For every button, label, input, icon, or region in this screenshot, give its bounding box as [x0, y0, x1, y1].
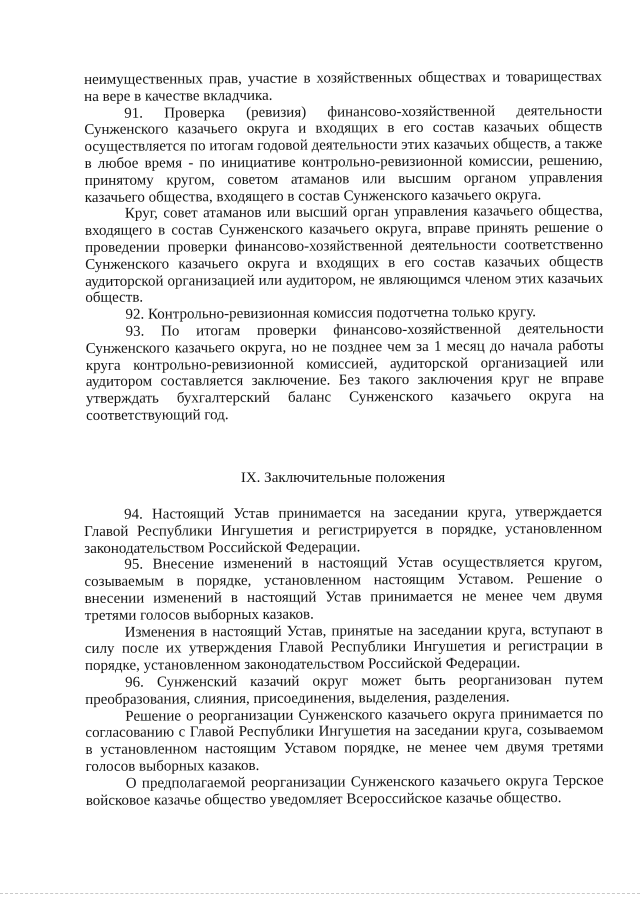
top-text-block — [84, 69, 604, 425]
paragraph-91: 91. Проверка (ревизия) финансово-хозяйственной деятельности Сунженского казачьего округа и входящих в его состав казачьих обществ осуществляется по итогам годовой деятельности этих казачьих обществ, а также в любое время - по инициативе контрольно-ревизионной комиссии, решению, принятому кругом, советом атаманов или высшим органом управления казачьего общества, входящего в состав Сунженского казачьего округа. — [84, 102, 603, 206]
paragraph-94: 94. Настоящий Устав принимается на заседании круга, утверждается Главой Республики Ингушетия и регистрируется в порядке, установленном законодательством Российской Федерации. — [84, 503, 603, 557]
scan-edge-divider — [0, 893, 640, 894]
paragraph-continuation: неимущественных прав, участие в хозяйственных обществах и товариществах на вере в качестве вкладчика. — [84, 68, 603, 105]
paragraph-audit-decision: Круг, совет атаманов или высший орган управления казачьего общества, входящего в состав Сунженского казачьего округа, вправе принять решение о проведении проверки финансово-хозяйственной деятельности соответственно Сунженского казачьего округа и входящих в его состав казачьих обществ аудиторской организацией или аудитором, не являющимся членом этих казачьих обществ. — [84, 203, 604, 307]
paragraph-96: 96. Сунженский казачий округ может быть реорганизован путем преобразования, слияния, присоединения, выделения, разделения. — [85, 671, 604, 708]
paragraph-95: 95. Внесение изменений в настоящий Устав осуществляется кругом, созываемым в порядке, установленном настоящим Уставом. Решение о внесении изменений в настоящий Устав принимается не менее чем двумя третями голосов выборных казаков. — [84, 554, 603, 624]
section-heading: IX. Заключительные положения — [240, 470, 446, 486]
bottom-text-block — [84, 504, 604, 810]
paragraph-amendments-effect: Изменения в настоящий Устав, принятые на заседании круга, вступают в силу после их утверждения Главой Республики Ингушетия и регистрации в порядке, установленном законодательством Российской Федерации. — [84, 621, 603, 675]
paragraph-reorganization-notice: О предполагаемой реорганизации Сунженского казачьего округа Терское войсковое казачье общество уведомляет Всероссийское казачье общество. — [85, 772, 604, 809]
paragraph-92: 92. Контрольно-ревизионная комиссия подотчетна только кругу. — [125, 304, 537, 323]
paragraph-reorganization-decision: Решение о реорганизации Сунженского казачьего округа принимается по согласованию с Главой Республики Ингушетия на заседании круга, созываемом в установленном настоящим Уставом порядке, не менее чем двумя третями голосов выборных казаков. — [85, 705, 604, 775]
paragraph-93: 93. По итогам проверки финансово-хозяйственной деятельности Сунженского казачьего округа, но не позднее чем за 1 месяц до начала работы круга контрольно-ревизионной комиссией, аудиторской организацией или аудитором составляется заключение. Без такого заключения круг не вправе утверждать бухгалтерский баланс Сунженского казачьего округа на соответствующий год. — [85, 320, 605, 424]
